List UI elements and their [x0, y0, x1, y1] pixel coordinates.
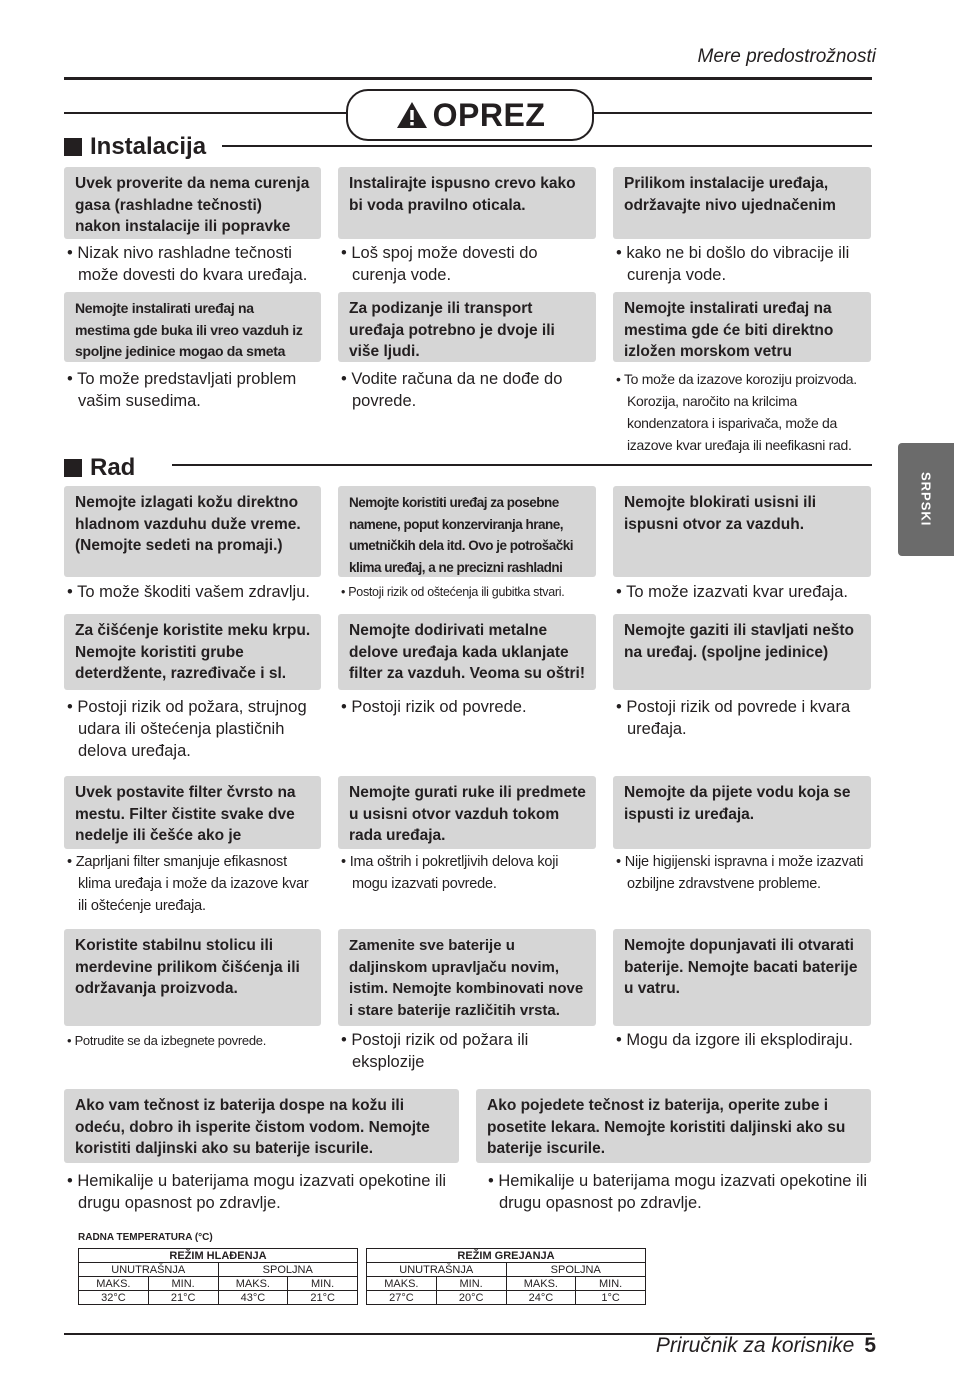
consequence-8: • Postoji rizik od oštećenja ili gubitka stvari. [341, 585, 565, 599]
banner-line-left [64, 112, 348, 114]
heating-mode-header: REŽIM GREJANJA [367, 1249, 646, 1263]
cooling-table [78, 1248, 358, 1305]
section-instalacija-label: Instalacija [90, 133, 207, 160]
section-bullet-icon [64, 138, 82, 156]
consequence-14: • Ima oštrih i pokretljivih delova koji mogu izazvati povrede. [341, 854, 559, 892]
warning-box-9: Nemojte blokirati usisni ili ispusni otvor za vazduh. [613, 486, 871, 577]
consequence-13: • Zaprljani filter smanjuje efikasnost klima uređaja i može da izazove kvar ili oštećenje uređaja. [67, 854, 309, 914]
section-rad-title [64, 454, 135, 482]
warning-box-11: Nemojte dodirivati metalne delove uređaja kada uklanjate filter za vazduh. Veoma su oštri! [338, 614, 596, 690]
warning-box-20: Ako pojedete tečnost iz baterija, operite zube i posetite lekara. Nemojte koristiti daljinski ako su baterije iscurile. [476, 1089, 871, 1163]
warning-box-14: Nemojte gurati ruke ili predmete u usisni otvor vazduh tokom rada uređaja. [338, 776, 596, 849]
cooling-outdoor-header: SPOLJNA [218, 1263, 358, 1277]
temperature-label: RADNA TEMPERATURA (°C) [78, 1232, 213, 1243]
cooling-outdoor-min-header: MIN. [288, 1277, 358, 1291]
consequence-10: • Postoji rizik od požara, strujnog udara ili oštećenja plastičnih delova uređaja. [67, 698, 307, 760]
warning-box-10: Za čišćenje koristite meku krpu. Nemojte koristiti grube deterdžente, razređivače i sl. [64, 614, 321, 690]
oprez-banner [346, 89, 594, 141]
consequence-15: • Nije higijenski ispravna i može izazvati ozbiljne zdravstvene probleme. [616, 854, 864, 892]
heating-outdoor-min-value: 1°C [576, 1291, 646, 1305]
oprez-title: OPREZ [432, 96, 546, 133]
consequence-17: • Postoji rizik od požara ili eksplozije [341, 1031, 529, 1071]
top-rule [64, 77, 872, 80]
warning-box-8: Nemojte koristiti uređaj za posebne namene, poput konzerviranja hrane, umetničkih dela itd. Ovo je potrošački klima uređaj, a ne precizni rashladni [338, 486, 596, 577]
consequence-7: • To može škoditi vašem zdravlju. [67, 583, 310, 601]
consequence-6: • To može da izazove koroziju proizvoda. Korozija, naročito na krilcima kondenzatora i isparivača, može da izazove kvar uređaja ili neefikasni rad. [616, 371, 857, 453]
page-number: 5 [864, 1334, 876, 1357]
warning-box-13: Uvek postavite filter čvrsto na mestu. Filter čistite svake dve nedelje ili češće ako je [64, 776, 321, 849]
heating-indoor-min-value: 20°C [436, 1291, 506, 1305]
heating-table [366, 1248, 646, 1305]
warning-box-2: Instalirajte ispusno crevo kako bi voda pravilno oticala. [338, 167, 596, 239]
heating-outdoor-max-value: 24°C [506, 1291, 576, 1305]
warning-triangle-icon [395, 100, 429, 130]
cooling-indoor-min-value: 21°C [148, 1291, 218, 1305]
warning-box-7: Nemojte izlagati kožu direktno hladnom vazduhu duže vreme. (Nemojte sedeti na promaji.) [64, 486, 321, 577]
footer [656, 1334, 876, 1358]
consequence-11: • Postoji rizik od povrede. [341, 698, 527, 716]
cooling-indoor-header: UNUTRAŠNJA [79, 1263, 219, 1277]
cooling-indoor-min-header: MIN. [148, 1277, 218, 1291]
consequence-12: • Postoji rizik od povrede i kvara uređaja. [616, 698, 851, 738]
consequence-4: • To može predstavljati problem vašim susedima. [67, 370, 297, 410]
language-tab [898, 443, 954, 556]
cooling-mode-header: REŽIM HLAĐENJA [79, 1249, 358, 1263]
section-rad-rule [172, 464, 872, 466]
cooling-outdoor-max-header: MAKS. [218, 1277, 288, 1291]
consequence-19: • Hemikalije u baterijama mogu izazvati opekotine ili drugu opasnost po zdravlje. [67, 1172, 447, 1212]
heating-indoor-min-header: MIN. [436, 1277, 506, 1291]
consequence-1: • Nizak nivo rashladne tečnosti može dovesti do kvara uređaja. [67, 244, 308, 284]
running-header: Mere predostrožnosti [697, 46, 876, 67]
cooling-outdoor-min-value: 21°C [288, 1291, 358, 1305]
banner-line-right [588, 112, 872, 114]
heating-indoor-max-value: 27°C [367, 1291, 437, 1305]
warning-box-12: Nemojte gaziti ili stavljati nešto na uređaj. (spoljne jedinice) [613, 614, 871, 690]
warning-box-6: Nemojte instalirati uređaj na mestima gde će biti direktno izložen morskom vetru [613, 292, 871, 362]
cooling-outdoor-max-value: 43°C [218, 1291, 288, 1305]
section-instalacija-title [64, 133, 206, 161]
warning-box-19: Ako vam tečnost iz baterija dospe na kožu ili odeću, dobro ih isperite čistom vodom. Nemojte koristiti daljinski ako su baterije iscurile. [64, 1089, 459, 1163]
consequence-18: • Mogu da izgore ili eksplodiraju. [616, 1031, 853, 1049]
heating-outdoor-header: SPOLJNA [506, 1263, 646, 1277]
consequence-20: • Hemikalije u baterijama mogu izazvati opekotine ili drugu opasnost po zdravlje. [488, 1172, 868, 1212]
consequence-16: • Potrudite se da izbegnete povrede. [67, 1033, 267, 1048]
cooling-indoor-max-header: MAKS. [79, 1277, 149, 1291]
heating-outdoor-min-header: MIN. [576, 1277, 646, 1291]
section-bullet-icon [64, 459, 82, 477]
warning-box-15: Nemojte da pijete vodu koja se ispusti iz uređaja. [613, 776, 871, 849]
language-tab-label: SRPSKI [918, 472, 934, 527]
section-instalacija-rule [222, 145, 872, 147]
cooling-indoor-max-value: 32°C [79, 1291, 149, 1305]
heating-indoor-max-header: MAKS. [367, 1277, 437, 1291]
warning-box-3: Prilikom instalacije uređaja, održavajte nivo ujednačenim [613, 167, 871, 239]
warning-box-1: Uvek proverite da nema curenja gasa (rashladne tečnosti) nakon instalacije ili popravke [64, 167, 321, 239]
warning-box-18: Nemojte dopunjavati ili otvarati baterije. Nemojte bacati baterije u vatru. [613, 929, 871, 1026]
consequence-9: • To može izazvati kvar uređaja. [616, 583, 848, 601]
warning-box-5: Za podizanje ili transport uređaja potrebno je dvoje ili više ljudi. [338, 292, 596, 362]
consequence-3: • kako ne bi došlo do vibracije ili curenja vode. [616, 244, 850, 284]
footer-manual-title: Priručnik za korisnike [655, 1334, 855, 1357]
section-rad-label: Rad [90, 454, 136, 481]
warning-box-4: Nemojte instalirati uređaj na mestima gde buka ili vreo vazduh iz spoljne jedinice mogao da smeta [64, 292, 321, 362]
consequence-2: • Loš spoj može dovesti do curenja vode. [341, 244, 538, 284]
consequence-5: • Vodite računa da ne dođe do povrede. [341, 370, 563, 410]
warning-box-16: Koristite stabilnu stolicu ili merdevine prilikom čišćenja ili održavanja proizvoda. [64, 929, 321, 1026]
heating-outdoor-max-header: MAKS. [506, 1277, 576, 1291]
warning-box-17: Zamenite sve baterije u daljinskom upravljaču novim, istim. Nemojte kombinovati nove i stare baterije različitih vrsta. [338, 929, 596, 1026]
heating-indoor-header: UNUTRAŠNJA [367, 1263, 507, 1277]
